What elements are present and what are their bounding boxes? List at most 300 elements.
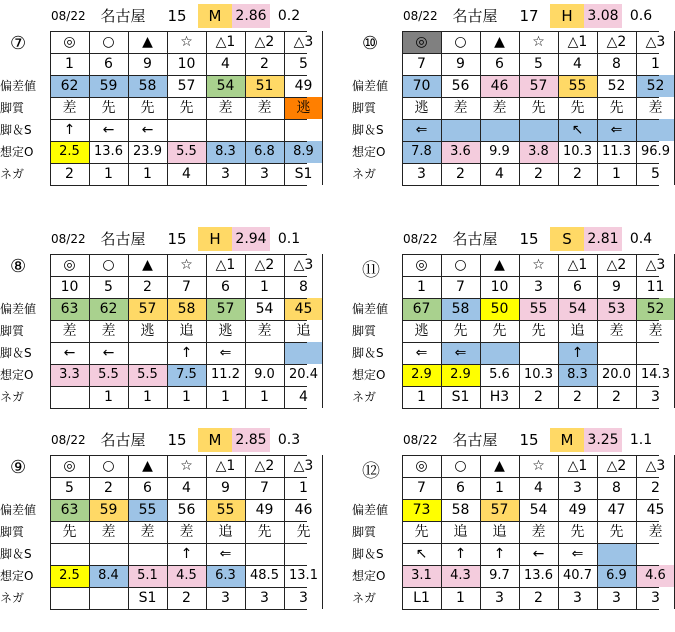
negative-factor-cell: 1 [221,389,230,405]
negative-factor-cell: 3 [495,590,504,606]
deviation-score-cell: 57 [128,298,167,320]
row-label: 想定O [352,145,386,159]
negative-factor-cell: 3 [260,166,269,182]
negative-factor-row [352,587,658,609]
horse-number-cell: 3 [534,279,543,295]
negative-factor-cell: 2 [573,166,582,182]
horse-number-row [352,276,665,298]
mark-header-cell: ◎ [63,458,76,474]
estimated-odds-cell: 3.8 [519,141,558,163]
negative-factor-cell: 3 [260,590,269,606]
mark-header-cell: △1 [567,34,588,50]
negative-factor-cell: 1 [260,389,269,405]
mark-header-cell: ▲ [494,34,505,50]
mark-header-cell: △3 [293,458,314,474]
leg-speed-cell [245,119,284,141]
estimated-odds-cell: 5.5 [89,364,128,386]
leg-speed-cell: ⇐ [219,345,232,361]
leg-speed-cell: ↖ [415,546,428,562]
odds-value: 2.85 [232,428,270,452]
leg-speed-cell [636,543,675,565]
running-style-cell: 差 [62,100,77,116]
running-style-cell: 差 [179,524,194,540]
race-date: 08/22 [51,433,86,447]
race-date: 08/22 [51,9,86,23]
mark-header-cell: ◎ [415,458,428,474]
running-style-cell: 先 [531,100,546,116]
grid-line [519,31,520,185]
running-style-cell: 追 [296,323,311,339]
deviation-score-cell: 62 [50,75,89,97]
mark-header-cell: △3 [293,34,314,50]
mark-header-row [0,455,314,477]
running-style-row [0,521,311,543]
grid-line [50,185,307,186]
race-grade: M [198,428,232,452]
deviation-score-cell: 46 [294,502,313,518]
estimated-odds-cell: 8.9 [284,141,323,163]
leg-speed-cell [50,543,89,565]
negative-factor-row [0,163,313,185]
grid-line [167,455,168,609]
grid-line [402,254,403,408]
deviation-score-cell: 58 [128,75,167,97]
deviation-score-cell: 54 [529,502,548,518]
negative-factor-row [352,163,658,185]
estimated-odds-cell: 9.7 [489,568,510,583]
negative-factor-cell: 1 [104,389,113,405]
race-panel-10 [352,4,670,182]
row-label: ネガ [0,167,25,181]
leg-speed-cell [480,342,519,364]
running-style-cell: 差 [101,323,116,339]
extra-value: 0.2 [277,8,301,24]
estimated-odds-cell: 13.6 [94,144,123,159]
deviation-score-cell: 59 [89,75,128,97]
race-number-mark: ⑨ [10,457,27,478]
grid-line [89,254,90,408]
row-label: 脚質 [352,101,377,115]
row-label: 脚＆S [0,346,32,360]
running-style-cell: 追 [453,524,468,540]
negative-factor-row [352,386,658,408]
grid-line [50,31,51,185]
negative-factor-cell: 3 [612,590,621,606]
negative-factor-cell: 3 [573,590,582,606]
row-label: 脚質 [0,324,25,338]
mark-header-row [352,455,666,477]
estimated-odds-cell: 5.6 [489,367,510,382]
mark-header-cell: △3 [645,257,666,273]
grid-line [322,455,323,609]
row-label: ネガ [0,591,25,605]
negative-factor-cell [50,587,89,609]
running-style-cell: 差 [140,524,155,540]
running-style-row [352,320,663,342]
mark-header-cell: ▲ [142,34,153,50]
running-style-cell: 差 [62,323,77,339]
deviation-score-cell: 49 [294,78,313,94]
estimated-odds-row [352,364,670,386]
row-label: ネガ [0,390,25,404]
grid-line [206,31,207,185]
estimated-odds-cell: 5.5 [167,141,206,163]
grid-line [167,254,168,408]
mark-header-cell: ◎ [415,257,428,273]
estimated-odds-cell: 20.0 [602,367,631,382]
row-label: 脚＆S [0,547,32,561]
mark-header-cell: ○ [454,458,467,474]
negative-factor-cell: 1 [417,389,426,405]
horse-number-cell: 2 [651,480,660,496]
grid-line [284,31,285,185]
leg-speed-cell: ⇐ [571,546,584,562]
negative-factor-cell: S1 [451,389,470,405]
leg-speed-cell [519,342,558,364]
grid-line [167,31,168,185]
leg-speed-cell: ↖ [558,119,597,141]
running-style-row [352,97,663,119]
row-label: 脚質 [352,525,377,539]
running-style-cell: 先 [414,524,429,540]
grid-line [402,185,659,186]
deviation-score-cell: 49 [568,502,587,518]
estimated-odds-cell: 2.9 [441,364,480,386]
grid-line [245,254,246,408]
estimated-odds-row [0,565,318,587]
running-style-cell: 追 [570,323,585,339]
leg-speed-cell [89,543,128,565]
running-style-cell: 先 [453,323,468,339]
deviation-score-cell: 53 [597,298,636,320]
mark-header-cell: ☆ [532,257,545,273]
odds-value: 3.25 [584,428,622,452]
deviation-score-cell: 57 [177,78,196,94]
grid-line [284,254,285,408]
field-size: 15 [167,230,187,248]
deviation-score-cell: 50 [480,298,519,320]
horse-number-cell: 8 [299,279,308,295]
mark-header-cell: △2 [254,458,275,474]
estimated-odds-cell: 10.3 [524,367,553,382]
running-style-row [0,97,311,119]
negative-factor-cell: 4 [182,166,191,182]
negative-factor-cell: 1 [612,166,621,182]
horse-number-row [352,53,658,75]
venue: 名古屋 [100,230,146,248]
grid-line [50,254,51,408]
mark-header-row [352,31,666,53]
leg-speed-cell [245,342,284,364]
grid-line [636,455,637,609]
deviation-score-cell: 54 [558,298,597,320]
extra-value: 0.1 [277,231,301,247]
leg-speed-row [0,342,306,364]
panel-header [0,428,306,454]
running-style-cell: 先 [101,100,116,116]
venue: 名古屋 [100,7,146,25]
mark-header-cell: △2 [254,257,275,273]
estimated-odds-cell: 9.0 [254,367,275,382]
mark-header-cell: △2 [606,257,627,273]
row-label: 脚＆S [0,123,32,137]
running-style-row [352,521,663,543]
row-label: 偏差値 [352,79,389,93]
field-size: 15 [519,431,539,449]
horse-number-cell: 5 [65,480,74,496]
mark-header-cell: ☆ [532,458,545,474]
deviation-score-row [352,499,665,521]
grid-line [402,609,659,610]
estimated-odds-cell: 96.9 [641,144,670,159]
race-date: 08/22 [403,9,438,23]
deviation-score-cell: 70 [402,75,441,97]
negative-factor-cell: 2 [612,389,621,405]
grid-line [50,455,51,609]
row-label: 脚＆S [352,123,384,137]
race-number-mark: ⑪ [362,260,380,281]
leg-speed-cell [441,119,480,141]
grid-line [206,455,207,609]
estimated-odds-cell: 3.3 [50,364,89,386]
deviation-score-cell: 54 [206,75,245,97]
horse-number-cell: 8 [612,480,621,496]
horse-number-cell: 10 [60,279,79,295]
panel-header [0,227,306,253]
row-label: 想定O [0,368,34,382]
horse-number-cell: 4 [573,56,582,72]
deviation-score-cell: 63 [50,298,89,320]
deviation-score-cell: 45 [646,502,665,518]
grid-line [402,408,659,409]
mark-header-cell: ○ [102,257,115,273]
leg-speed-cell: ↑ [180,345,193,361]
estimated-odds-cell: 7.5 [167,364,206,386]
running-style-cell: 差 [648,323,663,339]
estimated-odds-row [0,364,318,386]
estimated-odds-cell: 5.1 [128,565,167,587]
leg-speed-cell [519,119,558,141]
mark-header-cell: △1 [215,257,236,273]
grid-line [402,455,403,609]
leg-speed-cell [636,342,675,364]
leg-speed-cell: ↑ [180,546,193,562]
mark-header-cell: ☆ [180,257,193,273]
deviation-score-row [0,499,313,521]
grid-line [480,455,481,609]
running-style-cell: 先 [179,100,194,116]
negative-factor-row [0,587,306,609]
running-style-cell: 差 [453,100,468,116]
horse-number-cell: 9 [612,279,621,295]
row-label: 想定O [0,145,34,159]
negative-factor-cell: 3 [417,166,426,182]
estimated-odds-cell: 9.9 [489,144,510,159]
leg-speed-cell: ← [63,345,76,361]
deviation-score-cell: 73 [402,499,441,521]
grid-line [441,455,442,609]
horse-number-cell: 7 [456,279,465,295]
horse-number-cell: 10 [177,56,196,72]
horse-number-cell: 11 [646,279,665,295]
odds-value: 2.86 [232,4,270,28]
row-label: 想定O [352,569,386,583]
row-label: 想定O [352,368,386,382]
row-label: 脚質 [0,525,25,539]
grid-line [558,254,559,408]
race-grade: H [550,4,584,28]
leg-speed-cell [636,119,675,141]
mark-header-cell: ○ [102,34,115,50]
deviation-score-cell: 46 [480,75,519,97]
running-style-cell: 先 [257,524,272,540]
row-label: 偏差値 [352,503,389,517]
mark-header-cell: △1 [567,257,588,273]
odds-value: 3.08 [584,4,622,28]
estimated-odds-cell: 20.4 [289,367,318,382]
row-label: 想定O [0,569,34,583]
estimated-odds-cell: 6.9 [597,565,636,587]
running-style-cell: 差 [257,100,272,116]
horse-number-cell: 4 [221,56,230,72]
row-label: ネガ [352,390,377,404]
leg-speed-cell [284,119,323,141]
race-date: 08/22 [403,433,438,447]
deviation-score-cell: 58 [451,502,470,518]
estimated-odds-cell: 4.6 [636,565,675,587]
estimated-odds-row [352,565,666,587]
grid-line [284,455,285,609]
grid-line [89,455,90,609]
estimated-odds-cell: 13.6 [524,568,553,583]
running-style-cell: 先 [296,524,311,540]
leg-speed-cell [128,543,167,565]
deviation-score-cell: 56 [177,502,196,518]
horse-number-cell: 4 [534,480,543,496]
horse-number-cell: 2 [260,56,269,72]
deviation-score-cell: 54 [255,301,274,317]
running-style-cell: 差 [257,323,272,339]
horse-number-cell: 1 [417,279,426,295]
deviation-score-cell: 63 [50,499,89,521]
running-style-cell: 先 [570,100,585,116]
horse-number-cell: 7 [182,279,191,295]
race-number-mark: ⑫ [362,461,380,482]
leg-speed-cell [245,543,284,565]
deviation-score-cell: 57 [480,499,519,521]
leg-speed-cell: ⇐ [441,342,480,364]
negative-factor-cell: 3 [299,590,308,606]
mark-header-cell: ▲ [494,257,505,273]
panel-header [0,4,306,30]
running-style-cell: 差 [492,100,507,116]
running-style-cell: 先 [609,100,624,116]
deviation-score-cell: 55 [519,298,558,320]
deviation-score-row [0,75,313,97]
race-panel-12 [352,428,666,606]
grid-line [50,609,307,610]
leg-speed-row [352,342,658,364]
running-style-cell: 差 [531,524,546,540]
deviation-score-cell: 57 [206,298,245,320]
deviation-score-row [352,75,665,97]
venue: 名古屋 [452,230,498,248]
running-style-cell: 逃 [140,323,155,339]
deviation-score-cell: 52 [636,75,675,97]
grid-line [128,31,129,185]
leg-speed-cell [480,119,519,141]
deviation-score-cell: 62 [89,298,128,320]
grid-line [519,254,520,408]
leg-speed-cell [597,342,636,364]
horse-number-row [352,477,658,499]
horse-number-cell: 5 [104,279,113,295]
extra-value: 0.6 [629,8,653,24]
panel-header [352,4,658,30]
running-style-cell: 差 [609,323,624,339]
venue: 名古屋 [452,7,498,25]
deviation-score-row [352,298,665,320]
leg-speed-row [0,119,306,141]
mark-header-row [0,31,314,53]
horse-number-cell: 2 [104,480,113,496]
race-grade: M [198,4,232,28]
grid-line [441,254,442,408]
estimated-odds-cell: 3.6 [441,141,480,163]
negative-factor-cell: 2 [534,166,543,182]
negative-factor-cell: 1 [456,590,465,606]
negative-factor-cell: 2 [182,590,191,606]
running-style-cell: 追 [492,524,507,540]
negative-factor-cell: 1 [143,389,152,405]
negative-factor-cell: 2 [534,389,543,405]
grid-line [480,254,481,408]
row-label: 脚＆S [352,346,384,360]
leg-speed-cell [206,119,245,141]
mark-header-cell: △2 [606,458,627,474]
grid-line [50,408,307,409]
horse-number-cell: 9 [456,56,465,72]
leg-speed-cell: ← [102,345,115,361]
estimated-odds-cell: 2.9 [402,364,441,386]
horse-number-row [0,276,306,298]
estimated-odds-cell: 4.5 [167,565,206,587]
running-style-cell: 先 [609,524,624,540]
estimated-odds-cell: 13.1 [289,568,318,583]
mark-header-cell: ☆ [180,34,193,50]
running-style-cell: 逃 [414,323,429,339]
horse-number-cell: 5 [534,56,543,72]
grid-line [128,455,129,609]
mark-header-row [0,254,314,276]
mark-header-cell: ☆ [180,458,193,474]
row-label: 脚質 [352,324,377,338]
grid-line [519,455,520,609]
extra-value: 1.1 [629,432,653,448]
negative-factor-cell: S1 [138,590,157,606]
deviation-score-cell: 51 [245,75,284,97]
deviation-score-cell: 55 [128,499,167,521]
grid-line [636,254,637,408]
leg-speed-cell: ⇐ [219,546,232,562]
deviation-score-cell: 59 [89,499,128,521]
race-date: 08/22 [403,232,438,246]
horse-number-cell: 7 [417,480,426,496]
estimated-odds-cell: 14.3 [641,367,670,382]
race-panel-11 [352,227,670,405]
horse-number-cell: 6 [573,279,582,295]
running-style-cell: 先 [531,323,546,339]
